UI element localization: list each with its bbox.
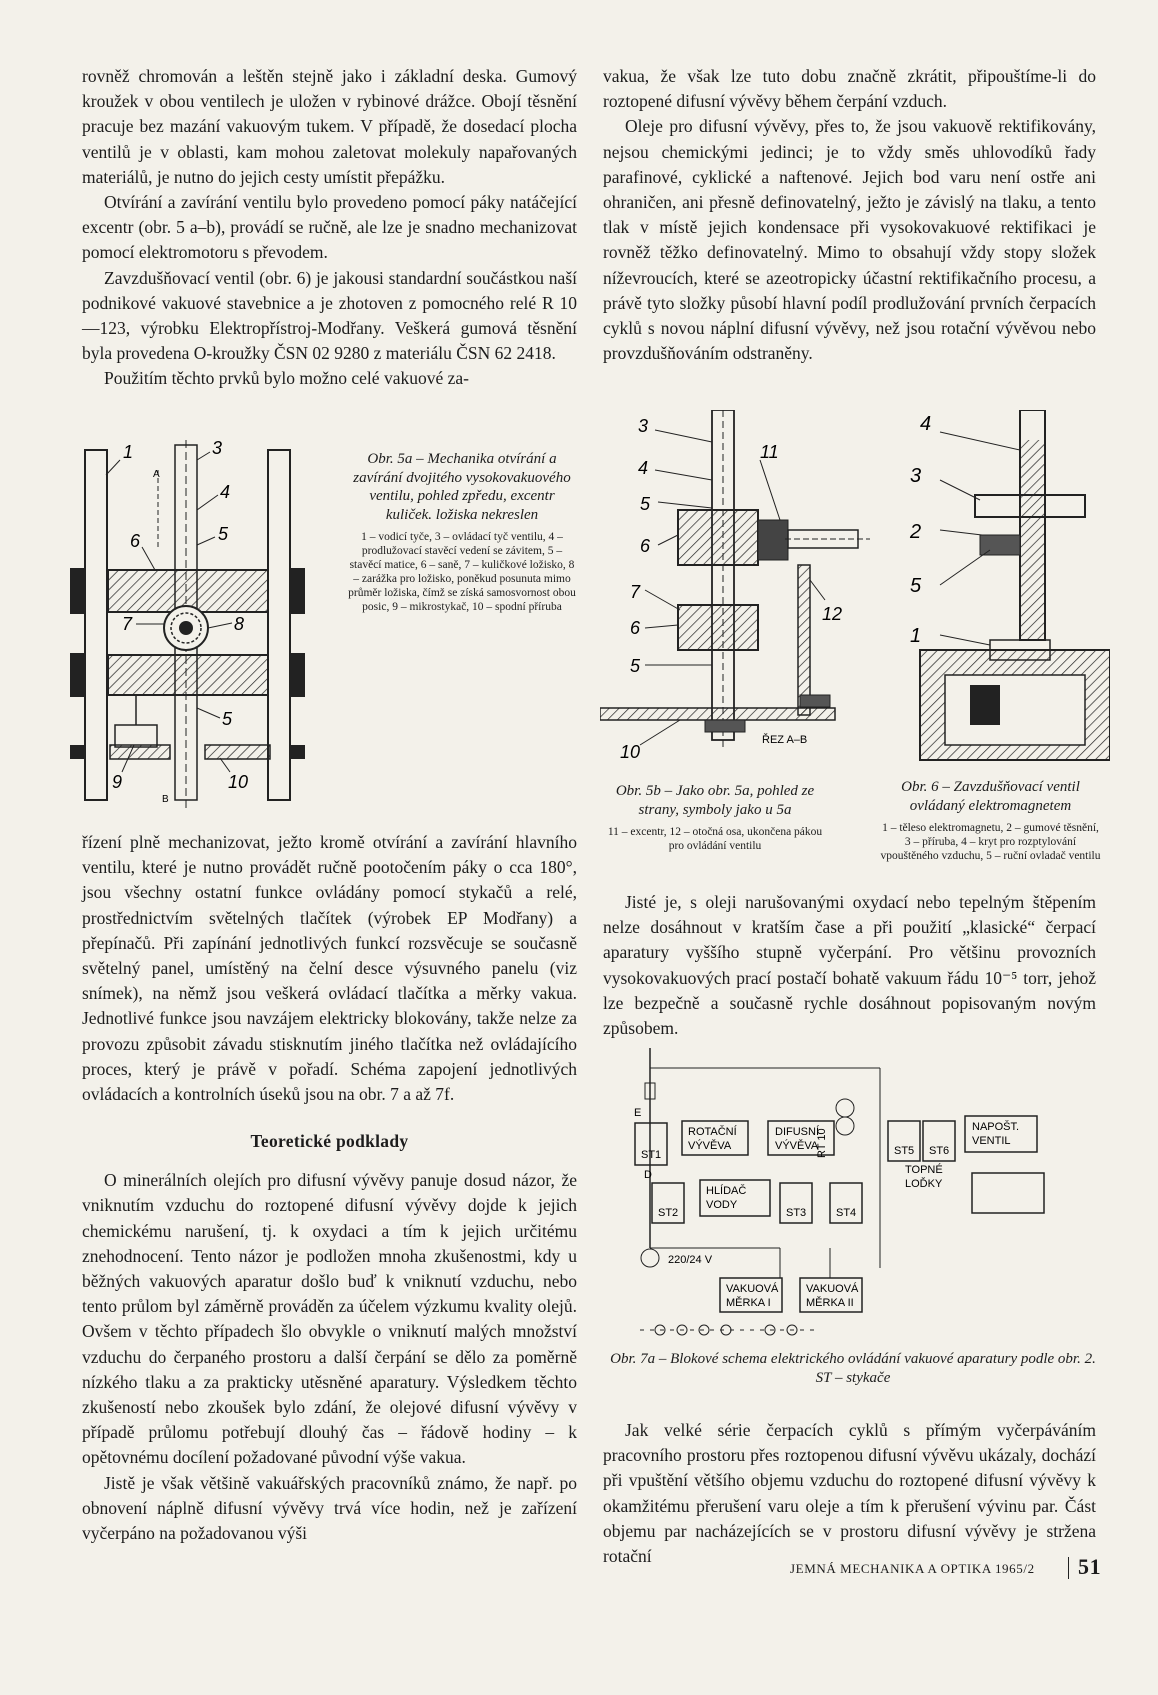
caption-title: Obr. 7a – Blokové schema elektrického ovládání vakuové aparatury podle obr. 2. ST – stykače xyxy=(610,1351,1096,1386)
label-5: 5 xyxy=(640,494,651,514)
label-5b: 5 xyxy=(630,656,641,676)
paragraph: Oleje pro difusní vývěvy, přes to, že jsou vakuově rektifikovány, nejsou chemickými jedinci; je to vždy směs uhlovodíků řady parafinové, cyklické a naftenové. Jejich bod varu není ostře ani ohraničen, ani přesně definovatelný, ježto je závislý na tlaku, a tento tlak v místě jejich kondensace při vysokovakuové rektifikaci je rovněž těžko definovatelný. Mimo to obsahují vždy stopy složek níževroucích, které se azeotropicky účastní rektifikačního procesu, a právě tyto složky působí hlavní podíl prodlužování prvních čerpacích cyklů s novou náplní difusní vývěvy, než jsou rotační vývěvou nebo provzdušňováním odstraněny. xyxy=(603,116,1096,364)
right-column-bottom xyxy=(603,1418,1096,1569)
figure-5b-caption xyxy=(605,782,825,853)
paragraph: O minerálních olejích pro difusní vývěvy panuje dosud názor, že vniknutím vzduchu do roztopené difusní vývěvy dojde k jejich chemickému narušení, tj. k oxydaci a tím k jejich určitému znehodnocení. Tento názor je podložen mnoha zkušenostmi, kdy u běžných vakuových aparatur došlo buď k vniknutí vzduchu, nebo tento průlom byl záměrně prováděn za účelem výzkumu kvality olejů. Ovšem v těchto případech šlo obvykle o vniknutí malých množství vzduchu do čerpaného prostoru a další čerpání se dělo za poměrně nízkého tlaku a za prakticky utěsněné aparatury. Výsledkem těchto zkušeností nebo zkoušek bylo zdání, že olejové difusní vývěvy v případě průlomu potřebují dlouhý čas – řádově hodiny – k opětovnému docílení požadované původní výše vakua. xyxy=(82,1170,577,1468)
right-column-middle xyxy=(603,890,1096,1041)
label-5: 5 xyxy=(910,575,922,597)
label-4: 4 xyxy=(220,482,231,502)
label-6b: 6 xyxy=(630,618,641,638)
label-4: 4 xyxy=(920,413,932,435)
label-1: 1 xyxy=(123,442,134,462)
label-st4: ST4 xyxy=(836,1207,857,1219)
block-schema xyxy=(620,1048,1085,1343)
paragraph: Jisté je, s oleji narušovanými oxydací nebo tepelným štěpením nelze dosáhnout v kratším čase a při použití „klasické“ čerpací aparatury vyššího stupně vyčerpání. Pro většinu provozních vysokovakuových prací postačí bohatě vakuum řádu 10⁻⁵ torr, jehož lze bezpečně a současně rychle dosáhnout popisovaným novým způsobem. xyxy=(603,892,1096,1039)
label-merka-2: MĚRKA II xyxy=(806,1297,854,1309)
label-vakuova-2: VAKUOVÁ xyxy=(806,1283,859,1295)
label-hlidac: HLÍDAČ xyxy=(706,1185,747,1197)
label-vyveva: VÝVĚVA xyxy=(688,1140,732,1152)
label-12: 12 xyxy=(822,604,843,624)
label-9: 9 xyxy=(112,772,123,792)
label-1: 1 xyxy=(910,625,922,647)
label-10: 10 xyxy=(620,742,641,762)
label-b: B xyxy=(162,794,169,805)
figure-5a-caption xyxy=(348,450,576,614)
label-e: E xyxy=(634,1107,642,1119)
label-7: 7 xyxy=(630,582,641,602)
label-topne: TOPNÉ xyxy=(905,1164,943,1176)
label-6: 6 xyxy=(130,531,141,551)
label-11: 11 xyxy=(760,442,779,462)
label-4: 4 xyxy=(638,458,649,478)
label-3: 3 xyxy=(212,440,223,458)
label-st3: ST3 xyxy=(786,1207,807,1219)
running-footer: JEMNÁ MECHANIKA A OPTIKA 1965/2 xyxy=(790,1561,1035,1576)
paragraph: řízení plně mechanizovat, ježto kromě otvírání a zavírání hlavního ventilu, které je nutno provádět ručně pootočením páky o cca 180°, jsou všechny ostatní funkce ovládány pomocí stykačů a relé, prostřednictvím světelných tlačítek (výrobek EP Modřany) a přepínačů. Při zapínání jednotlivých funkcí rozsvěcuje se současně světelný panel, umístěný na čelní desce výsuvného panelu (viz snímek), na němž jsou veškerá ovládací tlačítka a měrky vakua. Jednotlivé funkce jsou navzájem elektricky blokovány, takže nelze za provozu způsobit závadu stisknutím jiného tlačítka než ovládajícího proces, který je právě v pořadí. Schéma zapojení jednotlivých ovládacích a kontrolních úseků jsou na obr. 7 a až 7f. xyxy=(82,832,577,1105)
mechanism-front-view xyxy=(70,440,340,810)
label-d: D xyxy=(644,1169,652,1181)
left-column-bottom xyxy=(82,830,577,1546)
label-vyveva: VÝVĚVA xyxy=(775,1140,819,1152)
vent-valve-drawing xyxy=(900,410,1110,765)
section-label: ŘEZ A–B xyxy=(762,734,808,746)
label-5: 5 xyxy=(218,524,229,544)
label-st5: ST5 xyxy=(894,1145,915,1157)
label-10: 10 xyxy=(228,772,249,792)
label-lodky: LOĎKY xyxy=(905,1178,943,1190)
figure-6-caption xyxy=(878,778,1103,863)
footer-divider xyxy=(1068,1557,1069,1579)
figure-7a-caption xyxy=(608,1350,1098,1387)
label-rt10: RT 10 xyxy=(816,1128,828,1158)
label-merka-1: MĚRKA I xyxy=(726,1297,771,1309)
mechanism-side-view xyxy=(600,410,880,775)
label-5b: 5 xyxy=(222,709,233,729)
left-column-top xyxy=(82,64,577,392)
label-vakuova-1: VAKUOVÁ xyxy=(726,1283,779,1295)
caption-legend: 1 – vodicí tyče, 3 – ovládací tyč ventilu, 4 – prodlužovací stavěcí vedení se závitem, 5 – stavěcí matice, 6 – saně, 7 – kuličkové ložisko, 8 – zarážka pro ložisko, poněkud posunuta mimo průměr ložiska, čímž se získá samosvornost obou posic, 9 – mikrostykač, 10 – spodní příruba xyxy=(348,531,576,613)
label-7: 7 xyxy=(122,614,133,634)
paragraph: Jak velké série čerpacích cyklů s přímým vyčerpáváním pracovního prostoru přes roztopenou difusní vývěvu ukázaly, dochází při vpuštění většího objemu vzduchu do roztopené difusní vývěvy k okamžitému přerušení varu oleje a tím k přerušení vývinu par. Část objemu par nacházejících se v prostoru difusní vývěvy je stržena rotační xyxy=(603,1420,1096,1567)
paragraph: Zavzdušňovací ventil (obr. 6) je jakousi standardní součástkou naší podnikové vakuové stavebnice a je zhotoven z pomocného relé R 10—123, výrobku Elektropřístroj-Modřany. Veškerá gumová těsnění byla provedena O-kroužky ČSN 02 9280 z materiálu ČSN 62 2418. xyxy=(82,267,577,364)
label-a: A xyxy=(153,469,160,480)
caption-legend: 11 – excentr, 12 – otočná osa, ukončena pákou pro ovládání ventilu xyxy=(607,826,823,852)
right-column-top xyxy=(603,64,1096,366)
caption-title: Obr. 5b – Jako obr. 5a, pohled ze strany, symboly jako u 5a xyxy=(615,783,815,818)
label-difusni: DIFUSNÍ xyxy=(775,1126,819,1138)
label-3: 3 xyxy=(638,416,649,436)
paragraph: Použitím těchto prvků bylo možno celé vakuové za- xyxy=(104,368,469,389)
paragraph: Jistě je však většině vakuářských pracovníků známo, že např. po obnovení náplně difusní vývěvy trvá více hodin, než je zařízení vyčerpáno na požadovanou výši xyxy=(82,1472,577,1544)
label-vody: VODY xyxy=(706,1199,738,1211)
caption-legend: 1 – těleso elektromagnetu, 2 – gumové těsnění, 3 – příruba, 4 – kryt pro rozptylování vpouštěného vzduchu, 5 – ruční ovladač ventilu xyxy=(880,822,1101,862)
figure-7a-drawing xyxy=(620,1048,1085,1343)
label-transformer: 220/24 V xyxy=(668,1254,713,1266)
figure-6-drawing xyxy=(900,410,1110,765)
label-st1: ST1 xyxy=(641,1149,662,1161)
label-3: 3 xyxy=(910,465,922,487)
figure-5a-drawing xyxy=(70,440,340,810)
label-8: 8 xyxy=(234,614,245,634)
caption-title: Obr. 6 – Zavzdušňovací ventil ovládaný elektromagnetem xyxy=(901,779,1080,814)
section-heading: Teoretické podklady xyxy=(250,1131,409,1152)
page-footer xyxy=(790,1553,1110,1583)
figure-5b-drawing xyxy=(600,410,880,775)
label-st2: ST2 xyxy=(658,1207,679,1219)
page-number: 51 xyxy=(1078,1554,1102,1579)
label-ventil: VENTIL xyxy=(972,1135,1011,1147)
paragraph: rovněž chromován a leštěn stejně jako i základní deska. Gumový kroužek v obou ventilech je uložen v rybinové drážce. Obojí těsnění pracuje bez mazání vakuovým tukem. V případě, že dosedací plocha ventilů je v oblasti, kam mohou zaletovat molekuly napařovaných materiálů, je nutno do jejich cesty umístit přepážku. xyxy=(82,66,577,187)
label-2: 2 xyxy=(910,521,922,543)
caption-title: Obr. 5a – Mechanika otvírání a zavírání dvojitého vysokovakuového ventilu, pohled zpředu, excentr kuliček. ložiska nekreslen xyxy=(353,451,571,523)
label-napost: NAPOŠT. xyxy=(972,1121,1020,1133)
paragraph: vakua, že však lze tuto dobu značně zkrátit, připouštíme-li do roztopené difusní vývěvy během čerpání vzduch. xyxy=(603,66,1096,112)
paragraph: Otvírání a zavírání ventilu bylo provedeno pomocí páky natáčející excentr (obr. 5 a–b), provádí se ručně, ale lze je snadno mechanizovat pomocí elektromotoru s převodem. xyxy=(82,192,577,263)
label-6: 6 xyxy=(640,536,651,556)
label-st6: ST6 xyxy=(929,1145,950,1157)
label-rotacni: ROTAČNÍ xyxy=(688,1126,737,1138)
